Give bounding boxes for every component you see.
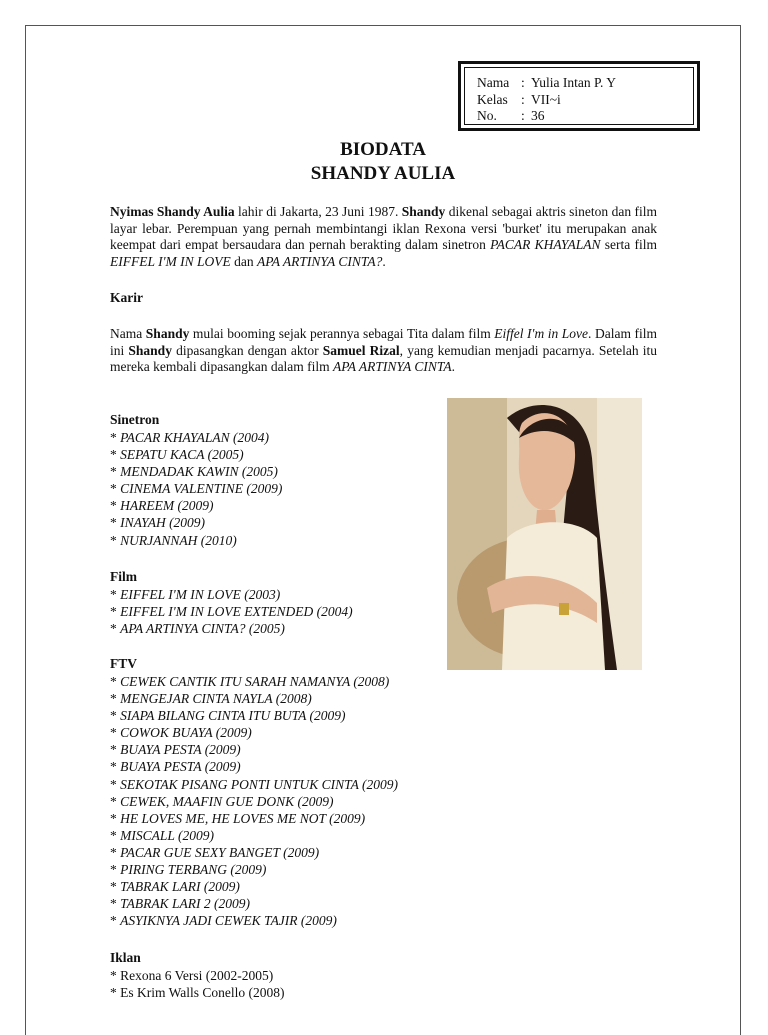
list-item [110,878,398,895]
bullet-marker: * [110,621,121,637]
list-item [110,497,282,514]
bullet-marker: * [110,604,121,620]
bold-name: Nyimas Shandy Aulia [110,204,235,219]
text-run: dipasangkan dengan aktor [171,342,323,358]
bullet-marker: * [110,587,121,602]
text-run: . [451,359,456,374]
list-item-text: Rexona 6 Versi (2002-2005) [120,968,274,983]
italic-title: APA ARTINYA CINTA [333,359,452,374]
list-item [110,586,353,603]
list-item-text: EIFFEL I'M IN LOVE EXTENDED (2004) [120,604,353,620]
identity-value: Yulia Intan P. Y [531,75,616,90]
bold-name: Shandy [401,204,446,219]
portrait-photo [447,398,642,670]
list-item-text: TABRAK LARI (2009) [120,879,240,895]
list-item-text: MENGEJAR CINTA NAYLA (2008) [120,691,312,707]
bullet-marker: * [110,879,121,895]
identity-separator: : [521,75,525,90]
text-run: . [382,253,386,269]
list-item-text: APA ARTINYA CINTA? (2005) [120,621,285,637]
bullet-marker: * [110,896,121,912]
karir-paragraph [110,326,657,376]
list-item-text: BUAYA PESTA (2009) [120,759,241,775]
intro-paragraph [110,204,657,270]
list-item-text: CEWEK CANTIK ITU SARAH NAMANYA (2008) [120,674,390,689]
list-item [110,810,398,827]
list-item-text: SEPATU KACA (2005) [120,447,244,463]
list-item-text: NURJANNAH (2010) [120,532,237,548]
list-item-text: Es Krim Walls Conello (2008) [120,985,285,1001]
bullet-marker: * [110,968,121,983]
list-item [110,758,398,775]
list-item-text: ASYIKNYA JADI CEWEK TAJIR (2009) [120,913,337,929]
portrait-illustration [447,398,642,670]
bullet-marker: * [110,674,121,689]
list-item [110,429,282,446]
text-run: lahir di Jakarta, 23 Juni 1987. [234,204,402,219]
bullet-marker: * [110,430,121,445]
list-item [110,532,282,549]
list-item [110,741,398,758]
text-run: dan [230,253,257,269]
bold-name: Shandy [145,326,190,341]
list-item-text: SIAPA BILANG CINTA ITU BUTA (2009) [120,708,346,724]
text-run: serta film [600,237,657,252]
bullet-marker: * [110,793,121,809]
identity-row-kelas [477,92,693,109]
list-item-text: TABRAK LARI 2 (2009) [120,896,250,912]
list-item [110,861,398,878]
text-run: Nama [110,326,146,341]
italic-title: Eiffel I'm in Love [494,326,589,341]
bullet-marker: * [110,776,121,792]
bullet-marker: * [110,498,121,514]
list-item-text: HAREEM (2009) [120,498,214,514]
bullet-marker: * [110,862,121,878]
list-item-text: MISCALL (2009) [120,827,215,843]
text-run: mulai booming sejak perannya sebagai Tita dalam film [189,326,495,341]
list-item [110,690,398,707]
list-item [110,984,285,1001]
text-run: dikenal sebagai aktris sineton dan film layar lebar. Perempuan yang pernah membintangi iklan Rexona versi 'burket' itu merupakan anak keempat dari empat bersaudara dan pernah berakting dalam sinetron [110,204,657,252]
page-subtitle: SHANDY AULIA [310,163,456,184]
section-heading-iklan: Iklan [110,950,141,965]
bullet-marker: * [110,810,121,826]
bullet-marker: * [110,447,121,463]
list-item [110,514,282,531]
identity-label: Kelas [477,91,508,107]
list-item [110,603,353,620]
bullet-marker: * [110,708,121,724]
text-run: , yang kemudian menjadi pacarnya. Setelah itu mereka kembali dipasangkan dalam film [110,342,657,374]
identity-label: No. [477,108,497,123]
section-heading-karir: Karir [110,290,143,305]
bold-name: Samuel Rizal [322,342,400,358]
list-item-text: COWOK BUAYA (2009) [120,725,252,741]
list-item-text: CINEMA VALENTINE (2009) [120,481,283,497]
list-item-text: PACAR KHAYALAN (2004) [120,430,269,445]
italic-title: EIFFEL I'M IN LOVE [110,253,231,269]
list-item [110,463,282,480]
identity-value: VII~i [531,91,561,107]
bullet-marker: * [110,913,121,929]
identity-box-inner [464,67,694,125]
bullet-marker: * [110,742,121,758]
bullet-marker: * [110,691,121,707]
list-item [110,776,398,793]
section-heading-sinetron: Sinetron [110,412,160,427]
list-item [110,912,398,929]
list-item-text: SEKOTAK PISANG PONTI UNTUK CINTA (2009) [120,776,399,792]
bullet-marker: * [110,481,121,497]
identity-box [458,61,700,131]
page-title: BIODATA [340,139,426,160]
bullet-marker: * [110,827,121,843]
identity-row-nama [477,75,693,92]
bullet-marker: * [110,464,121,480]
list-item [110,673,398,690]
bullet-marker: * [110,515,121,531]
identity-separator: : [521,91,525,107]
sinetron-list [110,429,282,549]
list-item [110,967,285,984]
bullet-marker: * [110,759,121,775]
ftv-list [110,673,398,929]
list-item-text: BUAYA PESTA (2009) [120,742,241,758]
list-item-text: EIFFEL I'M IN LOVE (2003) [120,587,281,602]
list-item-text: PIRING TERBANG (2009) [120,862,267,878]
list-item [110,827,398,844]
bullet-marker: * [110,725,121,741]
identity-row-no [477,108,693,125]
italic-title: PACAR KHAYALAN [490,237,601,252]
list-item [110,620,353,637]
list-item [110,895,398,912]
list-item [110,480,282,497]
identity-value: 36 [531,108,545,123]
list-item-text: MENDADAK KAWIN (2005) [120,464,278,480]
film-list [110,586,353,637]
text-run: . Dalam film ini [110,326,658,358]
bullet-marker: * [110,532,121,548]
list-item [110,793,398,810]
identity-separator: : [521,108,525,123]
identity-label: Nama [477,75,510,90]
list-item [110,844,398,861]
list-item [110,446,282,463]
bullet-marker: * [110,985,121,1001]
list-item [110,724,398,741]
iklan-list [110,967,285,1001]
list-item-text: CEWEK, MAAFIN GUE DONK (2009) [120,793,334,809]
bullet-marker: * [110,844,121,860]
list-item-text: INAYAH (2009) [120,515,206,531]
section-heading-ftv: FTV [110,656,137,671]
list-item [110,707,398,724]
list-item-text: PACAR GUE SEXY BANGET (2009) [120,844,320,860]
bold-name: Shandy [128,342,172,358]
section-heading-film: Film [110,569,137,584]
italic-title: APA ARTINYA CINTA? [257,253,383,269]
list-item-text: HE LOVES ME, HE LOVES ME NOT (2009) [120,810,366,826]
